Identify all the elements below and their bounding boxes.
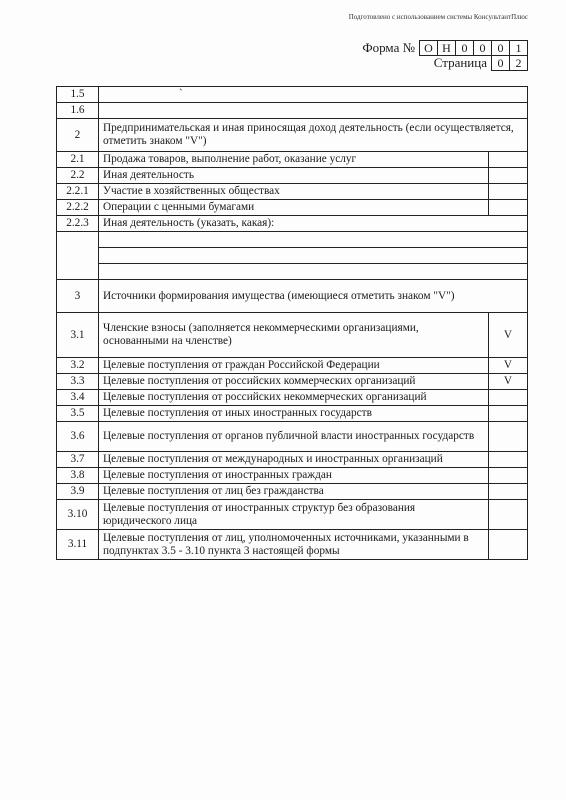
form-code-cell: 1 (510, 40, 528, 56)
row-text: Источники формирования имущества (имеющиеся отметить знаком "V") (99, 280, 528, 313)
row-number: 3.2 (57, 358, 99, 374)
row-text: Членские взносы (заполняется некоммерческими организациями, основанными на членстве) (99, 313, 489, 358)
row-text: Целевые поступления от иных иностранных государств (99, 406, 489, 422)
row-number: 3.7 (57, 452, 99, 468)
row-mark (489, 390, 528, 406)
table-row (57, 484, 528, 500)
row-mark (489, 468, 528, 484)
form-code-cell: 0 (456, 40, 474, 56)
row-number: 2.2.1 (57, 184, 99, 200)
row-text: Целевые поступления от органов публичной власти иностранных государств (99, 422, 489, 452)
table-row (57, 313, 528, 358)
table-row (57, 468, 528, 484)
row-number: 2.1 (57, 152, 99, 168)
form-code-cell: 0 (474, 40, 492, 56)
row-number: 1.6 (57, 103, 99, 119)
page-cells (491, 55, 528, 71)
row-mark (489, 530, 528, 560)
row-text: Иная деятельность (указать, какая): (99, 216, 528, 232)
table-row (57, 422, 528, 452)
row-mark (489, 184, 528, 200)
row-mark (489, 422, 528, 452)
table-row (57, 374, 528, 390)
row-mark (489, 500, 528, 530)
table-row (57, 168, 528, 184)
form-code-cell: О (419, 40, 438, 56)
row-number: 2.2 (57, 168, 99, 184)
row-mark: V (489, 313, 528, 358)
row-mark: V (489, 358, 528, 374)
row-text: Целевые поступления от российских коммерческих организаций (99, 374, 489, 390)
row-text: Предпринимательская и иная приносящая доход деятельность (если осуществляется, отметить знаком "V") (99, 119, 528, 152)
table-row (57, 406, 528, 422)
row-mark (489, 168, 528, 184)
form-code-cells (419, 40, 528, 56)
row-mark (489, 406, 528, 422)
row-number (57, 232, 99, 280)
row-number: 3.8 (57, 468, 99, 484)
row-mark (489, 452, 528, 468)
table-row (57, 184, 528, 200)
row-mark (489, 200, 528, 216)
row-text (99, 103, 528, 119)
row-text: Целевые поступления от иностранных граждан (99, 468, 489, 484)
table-row (57, 390, 528, 406)
row-text: Участие в хозяйственных обществах (99, 184, 489, 200)
activity-sources-table (56, 86, 528, 560)
row-text: Операции с ценными бумагами (99, 200, 489, 216)
row-text: Продажа товаров, выполнение работ, оказание услуг (99, 152, 489, 168)
row-text: Целевые поступления от международных и иностранных организаций (99, 452, 489, 468)
row-number: 2.2.2 (57, 200, 99, 216)
table-row (57, 500, 528, 530)
row-text: Иная деятельность (99, 168, 489, 184)
row-number: 3.3 (57, 374, 99, 390)
blank-line (99, 263, 527, 279)
table-row-blank-lines (57, 232, 528, 280)
form-number-label: Форма № (362, 39, 415, 55)
row-number: 3 (57, 280, 99, 313)
table-row (57, 200, 528, 216)
row-mark: V (489, 374, 528, 390)
table-row (57, 280, 528, 313)
row-number: 3.6 (57, 422, 99, 452)
blank-lines (99, 232, 528, 280)
table-row (57, 530, 528, 560)
row-text: Целевые поступления от лиц без гражданства (99, 484, 489, 500)
row-number: 3.11 (57, 530, 99, 560)
row-number: 3.4 (57, 390, 99, 406)
row-number: 2.2.3 (57, 216, 99, 232)
table-row (57, 216, 528, 232)
blank-line (99, 232, 527, 247)
page-cell: 0 (491, 55, 510, 71)
row-number: 3.5 (57, 406, 99, 422)
row-number: 3.10 (57, 500, 99, 530)
row-mark (489, 484, 528, 500)
page-cell: 2 (510, 55, 528, 71)
table-row (57, 358, 528, 374)
row-text: Целевые поступления от российских некоммерческих организаций (99, 390, 489, 406)
row-text: Целевые поступления от лиц, уполномоченных источниками, указанными в подпунктах 3.5 - 3.10 пункта 3 настоящей формы (99, 530, 489, 560)
row-number: 1.5 (57, 87, 99, 103)
consultant-plus-note: Подготовлено с использованием системы КонсультантПлюс (348, 13, 528, 21)
table-row (57, 87, 528, 103)
form-number-box (362, 40, 528, 70)
table-row (57, 103, 528, 119)
row-number: 3.1 (57, 313, 99, 358)
row-mark (489, 152, 528, 168)
row-number: 3.9 (57, 484, 99, 500)
table-row (57, 452, 528, 468)
form-code-cell: Н (438, 40, 456, 56)
row-number: 2 (57, 119, 99, 152)
blank-line (99, 247, 527, 263)
form-code-cell: 0 (492, 40, 510, 56)
row-text: ` (99, 87, 528, 103)
row-text: Целевые поступления от граждан Российской Федерации (99, 358, 489, 374)
table-row (57, 152, 528, 168)
page-label: Страница (433, 54, 487, 70)
table-row (57, 119, 528, 152)
row-text: Целевые поступления от иностранных структур без образования юридического лица (99, 500, 489, 530)
